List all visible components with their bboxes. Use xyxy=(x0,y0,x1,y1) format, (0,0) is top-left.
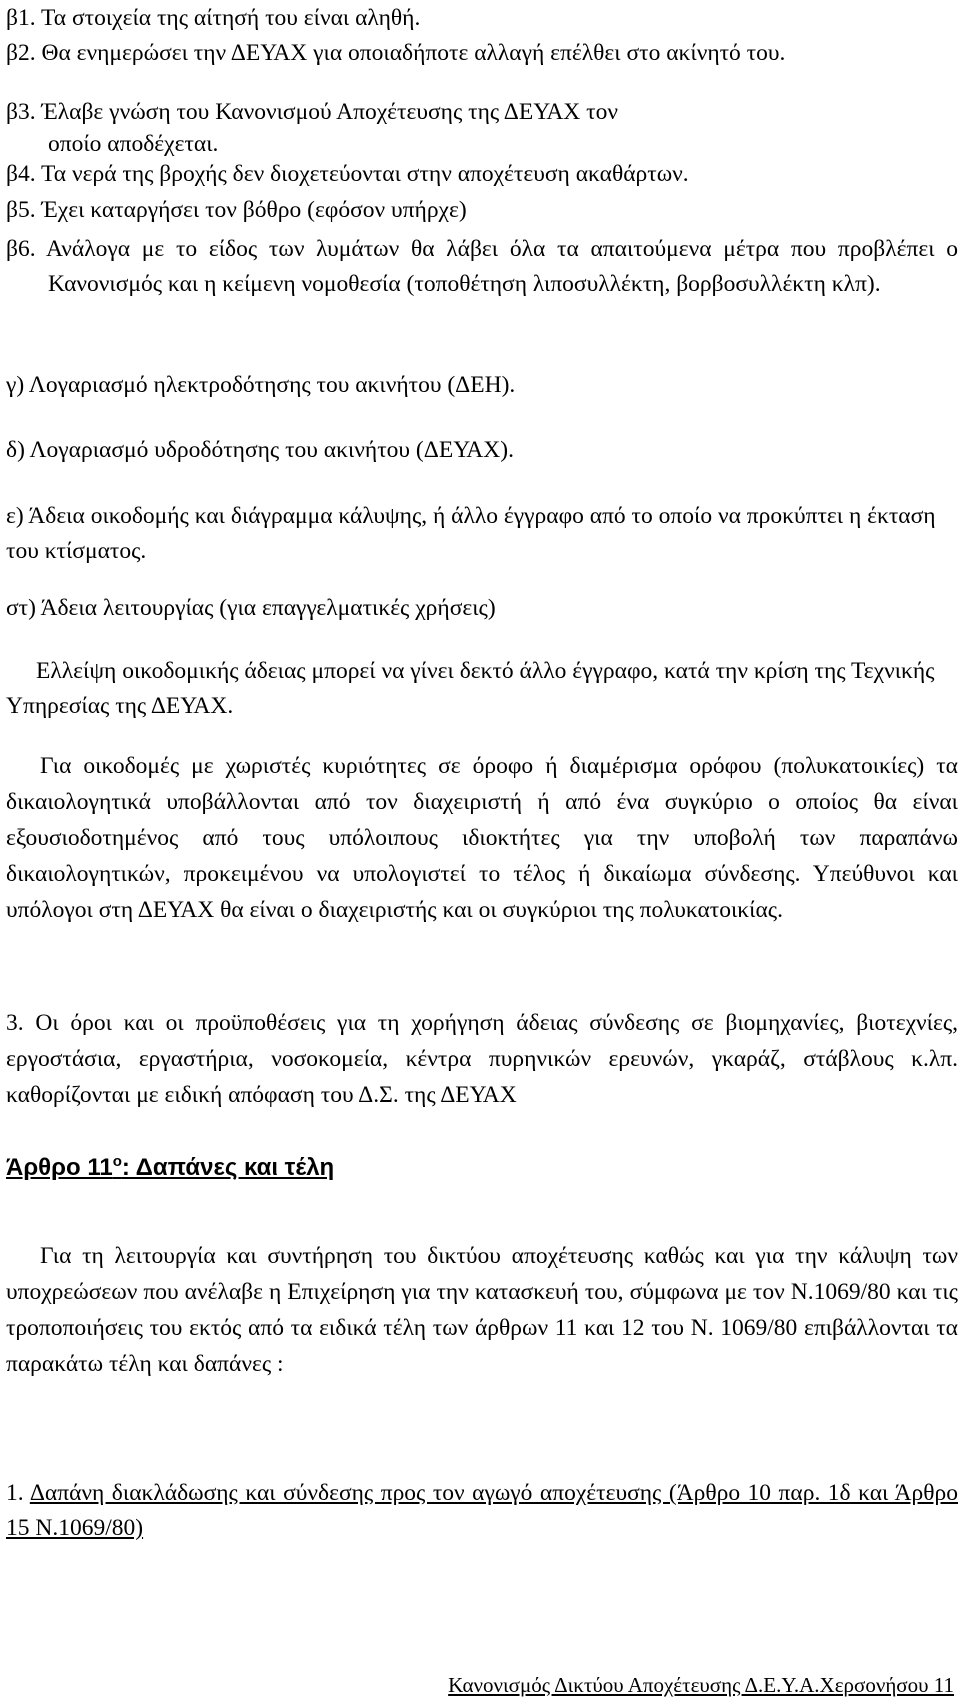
item-1 xyxy=(6,1476,958,1546)
item-label: β5. xyxy=(6,197,36,223)
para-buildings: Για οικοδομές με χωριστές κυριότητες σε όροφο ή διαμέρισμα ορόφου (πολυκατοικίες) τα δικαιολογητικά υποβάλλονται από τον διαχειριστή ή από ένα συγκύριο ο οποίος θα είναι εξουσιοδοτημένος από τους υπόλοιπους ιδιοκτήτες για την υποβολή των παραπάνω δικαιολογητικών, προκειμένου να υπολογιστεί το τέλος ή δικαίωμα σύνδεσης. Υπεύθυνοι και υπόλογοι στη ΔΕΥΑΧ θα είναι ο διαχειριστής και οι συγκύριοι της πολυκατοικίας. xyxy=(6,753,958,923)
item-d: δ) Λογαριασμό υδροδότησης του ακινήτου (ΔΕΥΑΧ). xyxy=(6,437,514,463)
item-text: Τα νερά της βροχής δεν διοχετεύονται στην αποχέτευση ακαθάρτων. xyxy=(41,161,689,187)
item-label: β1. xyxy=(6,5,36,31)
item-text: Έχει καταργήσει τον βόθρο (εφόσον υπήρχε) xyxy=(41,197,467,223)
item-text: Ανάλογα με το είδος των λυμάτων θα λάβει όλα τα απαιτούμενα μέτρα που προβλέπει ο Κανονισμός και η κείμενη νομοθεσία (τοποθέτηση λιποσυλλέκτη, βορβοσυλλέκτη κλπ). xyxy=(46,236,958,297)
item-text: Τα στοιχεία της αίτησή του είναι αληθή. xyxy=(41,5,421,31)
item-text: Έλαβε γνώση του Κανονισμού Αποχέτευσης της ΔΕΥΑΧ τον οποίο αποδέχεται. xyxy=(41,99,618,157)
para-3: 3. Οι όροι και οι προϋποθέσεις για τη χορήγηση άδειας σύνδεσης σε βιομηχανίες, βιοτεχνίες, εργοστάσια, εργαστήρια, νοσοκομεία, κέντρα πυρηνικών ερευνών, γκαράζ, στάβλους κ.λπ. καθορίζονται με ειδική απόφαση του Δ.Σ. της ΔΕΥΑΧ xyxy=(6,1010,958,1108)
heading-suffix: : Δαπάνες και τέλη xyxy=(121,1154,335,1181)
item-text: Θα ενημερώσει την ΔΕΥΑΧ για οποιαδήποτε αλλαγή επέλθει στο ακίνητό του. xyxy=(41,40,786,66)
para-costs: Για τη λειτουργία και συντήρηση του δικτύου αποχέτευσης καθώς και για την κάλυψη των υποχρεώσεων που ανέλαβε η Επιχείρηση για την κατασκευή του, σύμφωνα με τον Ν.1069/80 και τις τροποποιήσεις του εκτός από τα ειδικά τέλη των άρθρων 11 και 12 του Ν. 1069/80 επιβάλλονται τα παρακάτω τέλη και δαπάνες : xyxy=(6,1243,958,1377)
item-label: β3. xyxy=(6,99,36,125)
list-item xyxy=(6,96,958,160)
item-st: στ) Άδεια λειτουργίας (για επαγγελματικές χρήσεις) xyxy=(6,595,496,621)
page-footer: Κανονισμός Δικτύου Αποχέτευσης Δ.Ε.Υ.Α.Χερσονήσου 11 xyxy=(448,1673,954,1697)
list-item xyxy=(6,194,958,226)
list-item xyxy=(6,232,958,302)
item-label: β6. xyxy=(6,236,36,262)
item-1-number: 1. xyxy=(6,1480,24,1506)
list-item xyxy=(6,158,958,190)
item-e: ε) Άδεια οικοδομής και διάγραμμα κάλυψης, ή άλλο έγγραφο από το οποίο να προκύπτει η έκταση του κτίσματος. xyxy=(6,503,936,564)
item-g: γ) Λογαριασμό ηλεκτροδότησης του ακινήτου (ΔΕΗ). xyxy=(6,372,516,398)
item-label: β2. xyxy=(6,40,36,66)
item-label: β4. xyxy=(6,161,36,187)
heading-sup: ο xyxy=(112,1153,122,1170)
list-item xyxy=(6,37,958,69)
heading-prefix: Άρθρο 11 xyxy=(6,1154,113,1181)
article-heading xyxy=(6,1147,334,1183)
list-item xyxy=(6,2,958,34)
item-1-text: Δαπάνη διακλάδωσης και σύνδεσης προς τον αγωγό αποχέτευσης (Άρθρο 10 παρ. 1δ και Άρθρο 15 Ν.1069/80) xyxy=(6,1480,958,1541)
para-lack-of-permit: Ελλείψη οικοδομικής άδειας μπορεί να γίνει δεκτό άλλο έγγραφο, κατά την κρίση της Τεχνικής Υπηρεσίας της ΔΕΥΑΧ. xyxy=(6,658,935,719)
